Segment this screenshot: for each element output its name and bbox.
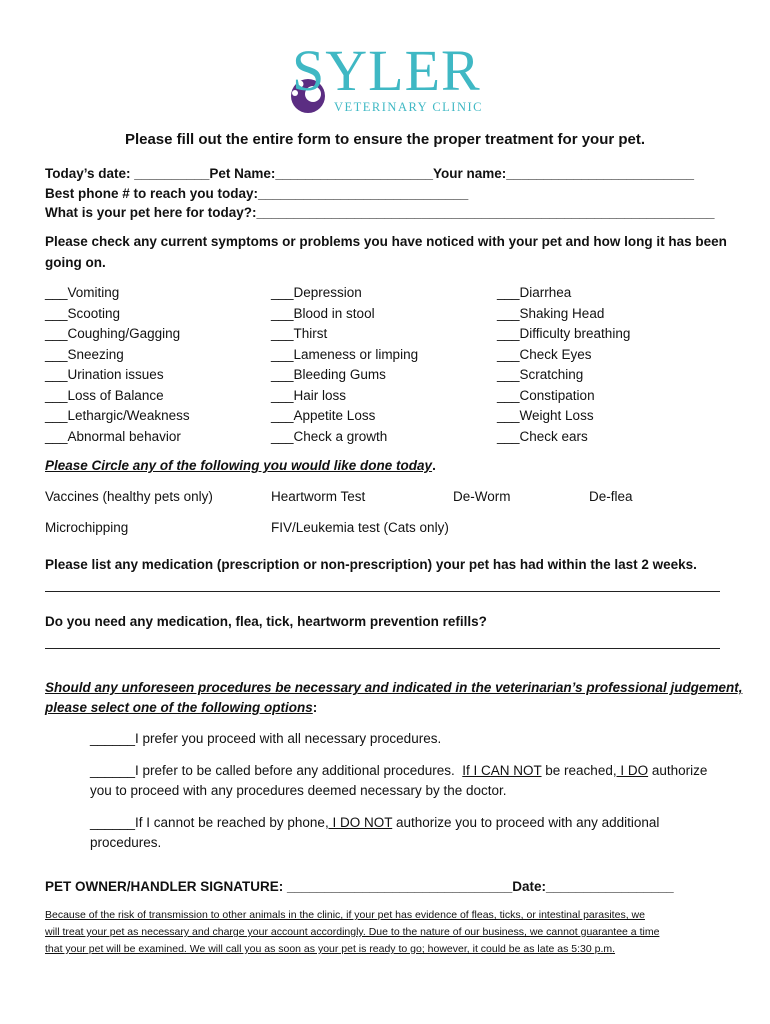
option-text: authorize you to proceed with any additional [392,815,660,830]
medication-question: Please list any medication (prescription or non-prescription) your pet has had within the last 2 weeks. [45,557,697,572]
logo-subtitle: VETERINARY CLINIC [334,100,483,114]
procedure-option-do-not-proceed[interactable] [90,815,659,830]
disclaimer-line-3: that your pet will be examined. We will call you as soon as your pet is ready to go; however, it could be as late as 5:30 p.m. [45,943,616,955]
symptom-item[interactable]: ___Difficulty breathing [497,326,631,341]
info-line-reason[interactable]: What is your pet here for today?:_____________________________________________________________ [45,205,715,220]
symptom-item[interactable]: ___Constipation [497,387,595,403]
procedure-option-call-first[interactable] [90,763,707,778]
services-prompt [45,458,436,473]
disclaimer-line-1: Because of the risk of transmission to other animals in the clinic, if your pet has evidence of fleas, ticks, or intestinal parasites, we [45,909,645,921]
symptom-item[interactable]: ___Sneezing [45,346,124,362]
info-line-date-name[interactable]: Today’s date: __________Pet Name:_____________________Your name:_________________________ [45,166,695,181]
symptom-item[interactable]: ___Scooting [45,305,121,321]
symptom-item[interactable]: ___Lameness or limping [271,346,419,362]
service-heartworm-test[interactable]: Heartworm Test [271,489,366,504]
option-emphasis: , I DO NOT [324,815,393,830]
refills-question: Do you need any medication, flea, tick, heartworm prevention refills? [45,614,487,629]
symptom-item[interactable]: ___Appetite Loss [271,408,376,423]
option-text: be reached [541,763,613,778]
service-vaccines[interactable]: Vaccines (healthy pets only) [45,489,213,504]
option-text: authorize [648,763,708,778]
symptom-item[interactable]: ___Weight Loss [497,408,594,423]
symptom-item[interactable]: ___Scratching [497,367,584,382]
service-deflea[interactable]: De-flea [589,489,633,504]
procedures-prompt-colon: : [312,700,318,715]
procedures-prompt-cont [45,700,317,715]
symptoms-column-3 [497,283,630,447]
symptom-item[interactable]: ___Check ears [497,428,588,444]
disclaimer-line-2: will treat your pet as necessary and charge your account accordingly. Due to the nature of our business, we cannot guarantee a time [45,926,660,938]
option-emphasis: If I CAN NOT [462,763,542,778]
info-line-phone[interactable]: Best phone # to reach you today:____________________________ [45,186,469,201]
option-emphasis: , I DO [612,763,649,778]
symptom-item[interactable]: ___Loss of Balance [45,387,164,403]
symptom-item[interactable]: ___Urination issues [45,367,164,382]
symptom-item[interactable]: ___Coughing/Gagging [45,326,181,341]
procedure-option-call-first-cont: you to proceed with any procedures deemed necessary by the doctor. [90,783,507,798]
symptom-item[interactable]: ___Abnormal behavior [45,428,181,444]
logo-name: SYLER [292,38,481,103]
procedure-option-do-not-proceed-cont: procedures. [90,835,162,850]
symptom-item[interactable]: ___Check Eyes [497,346,592,362]
procedures-prompt: Should any unforeseen procedures be necessary and indicated in the veterinarian’s professional judgement, [45,680,743,695]
procedures-prompt-text: please select one of the following options [45,700,313,715]
procedure-option-proceed[interactable]: ______I prefer you proceed with all necessary procedures. [90,731,442,746]
services-prompt-period: . [432,458,436,473]
service-microchipping[interactable]: Microchipping [45,520,129,535]
symptom-item[interactable]: ___Thirst [271,326,328,341]
service-fiv-test[interactable]: FIV/Leukemia test (Cats only) [271,520,449,535]
form-heading: Please fill out the entire form to ensure the proper treatment for your pet. [124,131,646,148]
symptoms-prompt: Please check any current symptoms or problems you have noticed with your pet and how long it has been [45,234,727,249]
symptom-item[interactable]: ___Blood in stool [271,305,375,321]
symptoms-column-1 [45,283,190,447]
symptom-item[interactable]: ___Hair loss [271,387,347,403]
symptom-item[interactable]: ___Bleeding Gums [271,367,386,382]
signature-line[interactable]: PET OWNER/HANDLER SIGNATURE: ______________________________Date:_________________ [45,879,674,894]
medication-answer-line[interactable] [45,591,720,592]
symptom-item[interactable]: ___Lethargic/Weakness [45,408,190,423]
service-deworm[interactable]: De-Worm [453,489,511,504]
refills-answer-line[interactable] [45,648,720,649]
symptom-item[interactable]: ___Depression [271,285,362,300]
option-text: ______If I cannot be reached by phone [90,815,325,830]
symptom-item[interactable]: ___Vomiting [45,285,120,300]
services-prompt-text: Please Circle any of the following you would like done today [45,458,433,473]
symptom-item[interactable]: ___Shaking Head [497,305,605,321]
clinic-logo [286,38,486,122]
option-text: ______I prefer to be called before any additional procedures. [90,763,463,778]
symptom-item[interactable]: ___Diarrhea [497,285,572,300]
symptom-item[interactable]: ___Check a growth [271,428,388,444]
symptoms-prompt-cont: going on. [45,255,106,270]
symptoms-column-2 [271,283,418,447]
